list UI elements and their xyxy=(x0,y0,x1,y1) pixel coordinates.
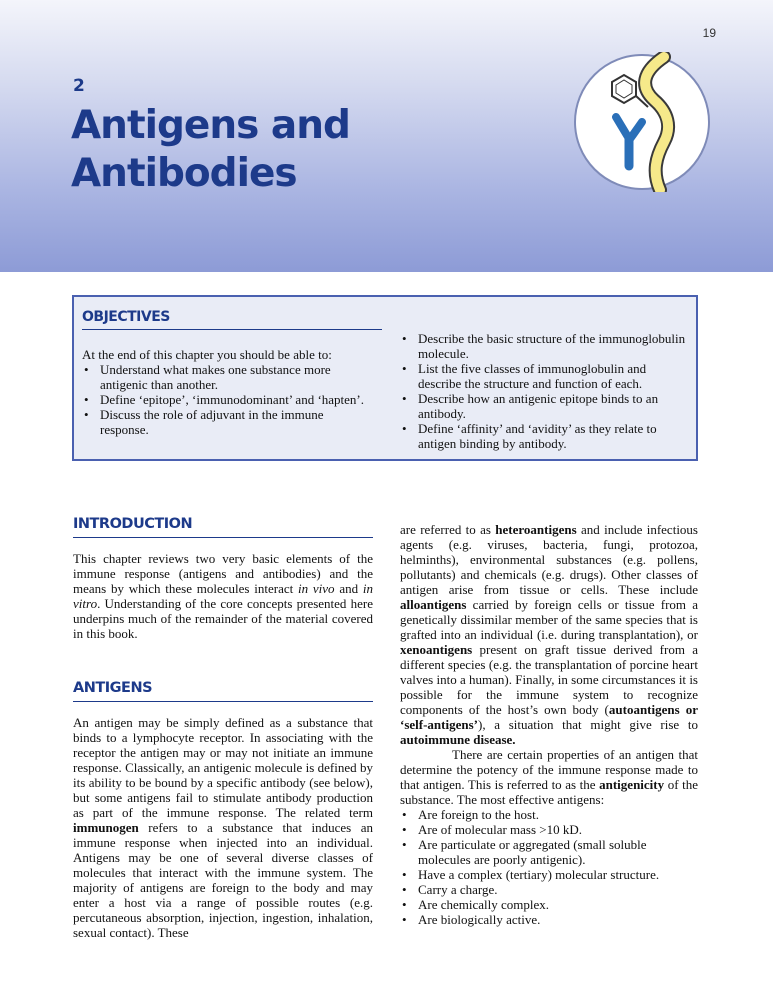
right-text-2: and include infectious agents (e.g. viruses, bacteria, fungi, protozoa, helminths), environmental substances (e.g. pollens, pollutants) and chemicals (e.g. drugs). Other classes of antigen arise from tissue or cells. These include xyxy=(400,522,698,597)
objective-item: • Understand what makes one substance more antigenic than another. xyxy=(82,362,372,392)
antigens-paragraph xyxy=(73,715,373,940)
intro-in-vitro: in vitro xyxy=(73,581,374,611)
right-text-5: ), a situation that might give rise to xyxy=(478,717,698,732)
right-paragraph-2 xyxy=(400,747,698,807)
intro-and: and xyxy=(334,581,363,596)
right-text-3: carried by foreign cells or tissue from a genetically dissimilar member of the same species that is grafted into an individual (i.e. during transplantation), or xyxy=(400,597,698,642)
property-item: • Are of molecular mass >10 kD. xyxy=(400,822,698,837)
page-number: 19 xyxy=(702,26,716,40)
term-autoimmune-disease: autoimmune disease. xyxy=(400,732,516,747)
antigens-rule xyxy=(73,701,373,702)
objective-item: • Define ‘epitope’, ‘immunodominant’ and ‘hapten’. xyxy=(82,392,372,407)
term-antigenicity: antigenicity xyxy=(599,777,665,792)
property-item: • Carry a charge. xyxy=(400,882,698,897)
antigen-properties-list xyxy=(400,807,698,927)
introduction-rule xyxy=(73,537,373,538)
property-item: • Are foreign to the host. xyxy=(400,807,698,822)
term-autoantigens: autoantigens or ‘self-antigens’ xyxy=(400,702,698,732)
term-xenoantigens: xenoantigens xyxy=(400,642,473,657)
intro-text-1: This chapter reviews two very basic elements of the immune response (antigens and antibodies) and the means by which these molecules interact xyxy=(73,551,373,596)
term-immunogen: immunogen xyxy=(73,820,139,835)
right-text-1: are referred to as xyxy=(400,522,496,537)
property-item: • Have a complex (tertiary) molecular structure. xyxy=(400,867,698,882)
objectives-right-list xyxy=(400,331,690,451)
chapter-title xyxy=(71,102,511,198)
term-alloantigens: alloantigens xyxy=(400,597,467,612)
right-text-7: of the substance. The most effective antigens: xyxy=(400,777,698,807)
objectives-rule xyxy=(82,329,382,330)
right-text-4: present on graft tissue derived from a different species (e.g. the transplantation of porcine heart valves into a human). Finally, in some circumstances it is possible for the immune system to recognize components of the host’s own body ( xyxy=(400,642,698,717)
antigens-text-2: refers to a substance that induces an immune response when injected into an individual. Antigens may be one of several diverse classes of molecules that interact with the immune system. The majority of antigens are foreign to the body and may enter a host via a range of possible routes (e.g. percutaneous absorption, injection, ingestion, inhalation, sexual contact). These xyxy=(73,820,373,940)
right-paragraph-1 xyxy=(400,522,698,747)
chapter-title-line1: Antigens and xyxy=(71,103,350,148)
objectives-right-column xyxy=(400,331,690,451)
intro-in-vivo: in vivo xyxy=(298,581,335,596)
right-text-6: There are certain properties of an antigen that determine the potency of the immune response made to that antigen. This is referred to as the xyxy=(400,747,698,792)
objectives-title: OBJECTIVES xyxy=(82,309,170,325)
intro-text-2: . Understanding of the core concepts presented here underpins much of the remainder of the material covered in this book. xyxy=(73,596,373,641)
objectives-left-list xyxy=(82,362,372,437)
objective-item: • List the five classes of immunoglobulin and describe the structure and function of each. xyxy=(400,361,690,391)
objective-item: • Describe the basic structure of the immunoglobulin molecule. xyxy=(400,331,690,361)
antigen-antibody-icon xyxy=(572,52,712,192)
objective-item: • Describe how an antigenic epitope binds to an antibody. xyxy=(400,391,690,421)
term-heteroantigens: heteroantigens xyxy=(495,522,577,537)
right-column xyxy=(400,522,698,927)
antigens-heading: ANTIGENS xyxy=(73,680,153,696)
objectives-intro: At the end of this chapter you should be able to: xyxy=(82,347,332,362)
introduction-paragraph xyxy=(73,551,373,641)
chapter-title-line2: Antibodies xyxy=(71,151,297,196)
introduction-heading: INTRODUCTION xyxy=(73,516,193,532)
objective-item: • Discuss the role of adjuvant in the immune response. xyxy=(82,407,372,437)
objective-item: • Define ‘affinity’ and ‘avidity’ as they relate to antigen binding by antibody. xyxy=(400,421,690,451)
property-item: • Are particulate or aggregated (small soluble molecules are poorly antigenic). xyxy=(400,837,698,867)
property-item: • Are chemically complex. xyxy=(400,897,698,912)
objectives-box xyxy=(72,295,698,461)
antigens-text-1: An antigen may be simply defined as a substance that binds to a lymphocyte receptor. In associating with the receptor the antigen may or may not initiate an immune response. Classically, an antigenic molecule is defined by its ability to be bound by a specific antibody (see below), but some antigens fail to stimulate antibody production as part of the immune response. The related term xyxy=(73,715,373,820)
objectives-left-column xyxy=(82,347,372,437)
chapter-number: 2 xyxy=(73,76,85,96)
property-item: • Are biologically active. xyxy=(400,912,698,927)
